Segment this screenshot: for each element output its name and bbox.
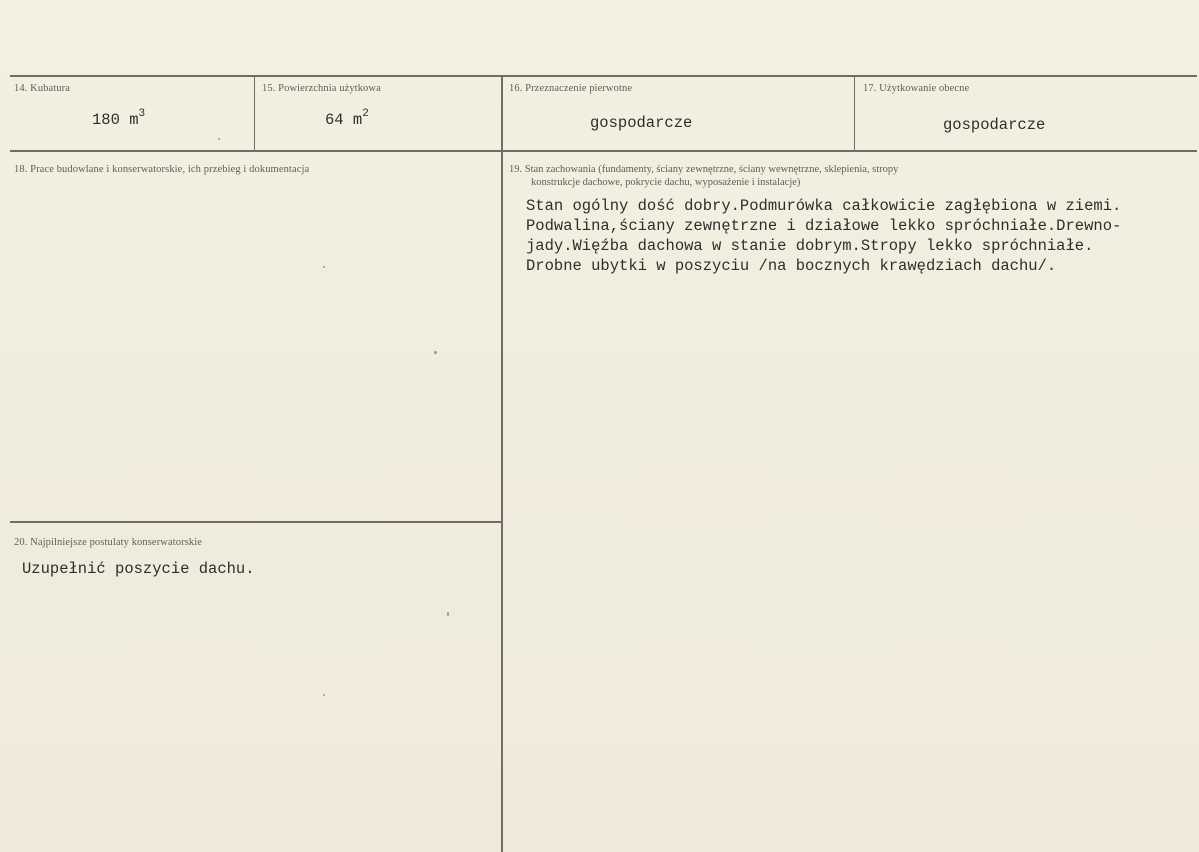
field-19-line-4: Drobne ubytki w poszyciu /na bocznych krawędziach dachu/.	[526, 257, 1057, 275]
section-divider	[10, 521, 501, 523]
field-18-label: 18. Prace budowlane i konserwatorskie, ich przebieg i dokumentacja	[14, 164, 310, 175]
field-14-exponent: 3	[138, 108, 146, 120]
field-19-label-line-2: konstrukcje dachowe, pokrycie dachu, wyposażenie i instalacje)	[531, 177, 801, 188]
field-16-value: gospodarcze	[590, 114, 693, 132]
field-20-label: 20. Najpilniejsze postulaty konserwatorskie	[14, 537, 203, 548]
field-16-label: 16. Przeznaczenie pierwotne	[509, 83, 633, 94]
field-17-label: 17. Użytkowanie obecne	[863, 83, 970, 94]
column-divider-main	[501, 76, 503, 852]
paper-speck	[323, 694, 325, 696]
field-14-value: 180 $m^3$	[92, 108, 146, 130]
paper-speck	[434, 351, 437, 354]
field-19-line-2: Podwalina,ściany zewnętrzne i działowe lekko spróchniałe.Drewno-	[526, 217, 1122, 235]
paper-speck	[323, 266, 325, 268]
field-19-label	[509, 163, 898, 189]
column-divider-1	[254, 76, 255, 151]
top-rule	[10, 75, 1197, 77]
field-15-exponent: 2	[362, 108, 369, 120]
paper-speck	[447, 612, 449, 616]
field-19-line-1: Stan ogólny dość dobry.Podmurówka całkowicie zagłębiona w ziemi.	[526, 197, 1122, 215]
field-19-label-line-1: 19. Stan zachowania (fundamenty, ściany zewnętrzne, ściany wewnętrzne, sklepienia, stropy	[509, 164, 899, 175]
field-20-value: Uzupełnić poszycie dachu.	[22, 560, 255, 578]
field-19-text	[526, 196, 1121, 276]
field-17-value: gospodarcze	[943, 116, 1046, 134]
field-15-label: 15. Powierzchnia użytkowa	[262, 83, 381, 94]
row-divider	[10, 150, 1197, 152]
field-15-value: 64 $m^2$	[325, 108, 369, 130]
paper-speck	[218, 138, 220, 140]
column-divider-3	[854, 76, 855, 151]
field-19-line-3: jady.Więźba dachowa w stanie dobrym.Stropy lekko spróchniałe.	[526, 237, 1094, 255]
field-14-label: 14. Kubatura	[14, 83, 71, 94]
